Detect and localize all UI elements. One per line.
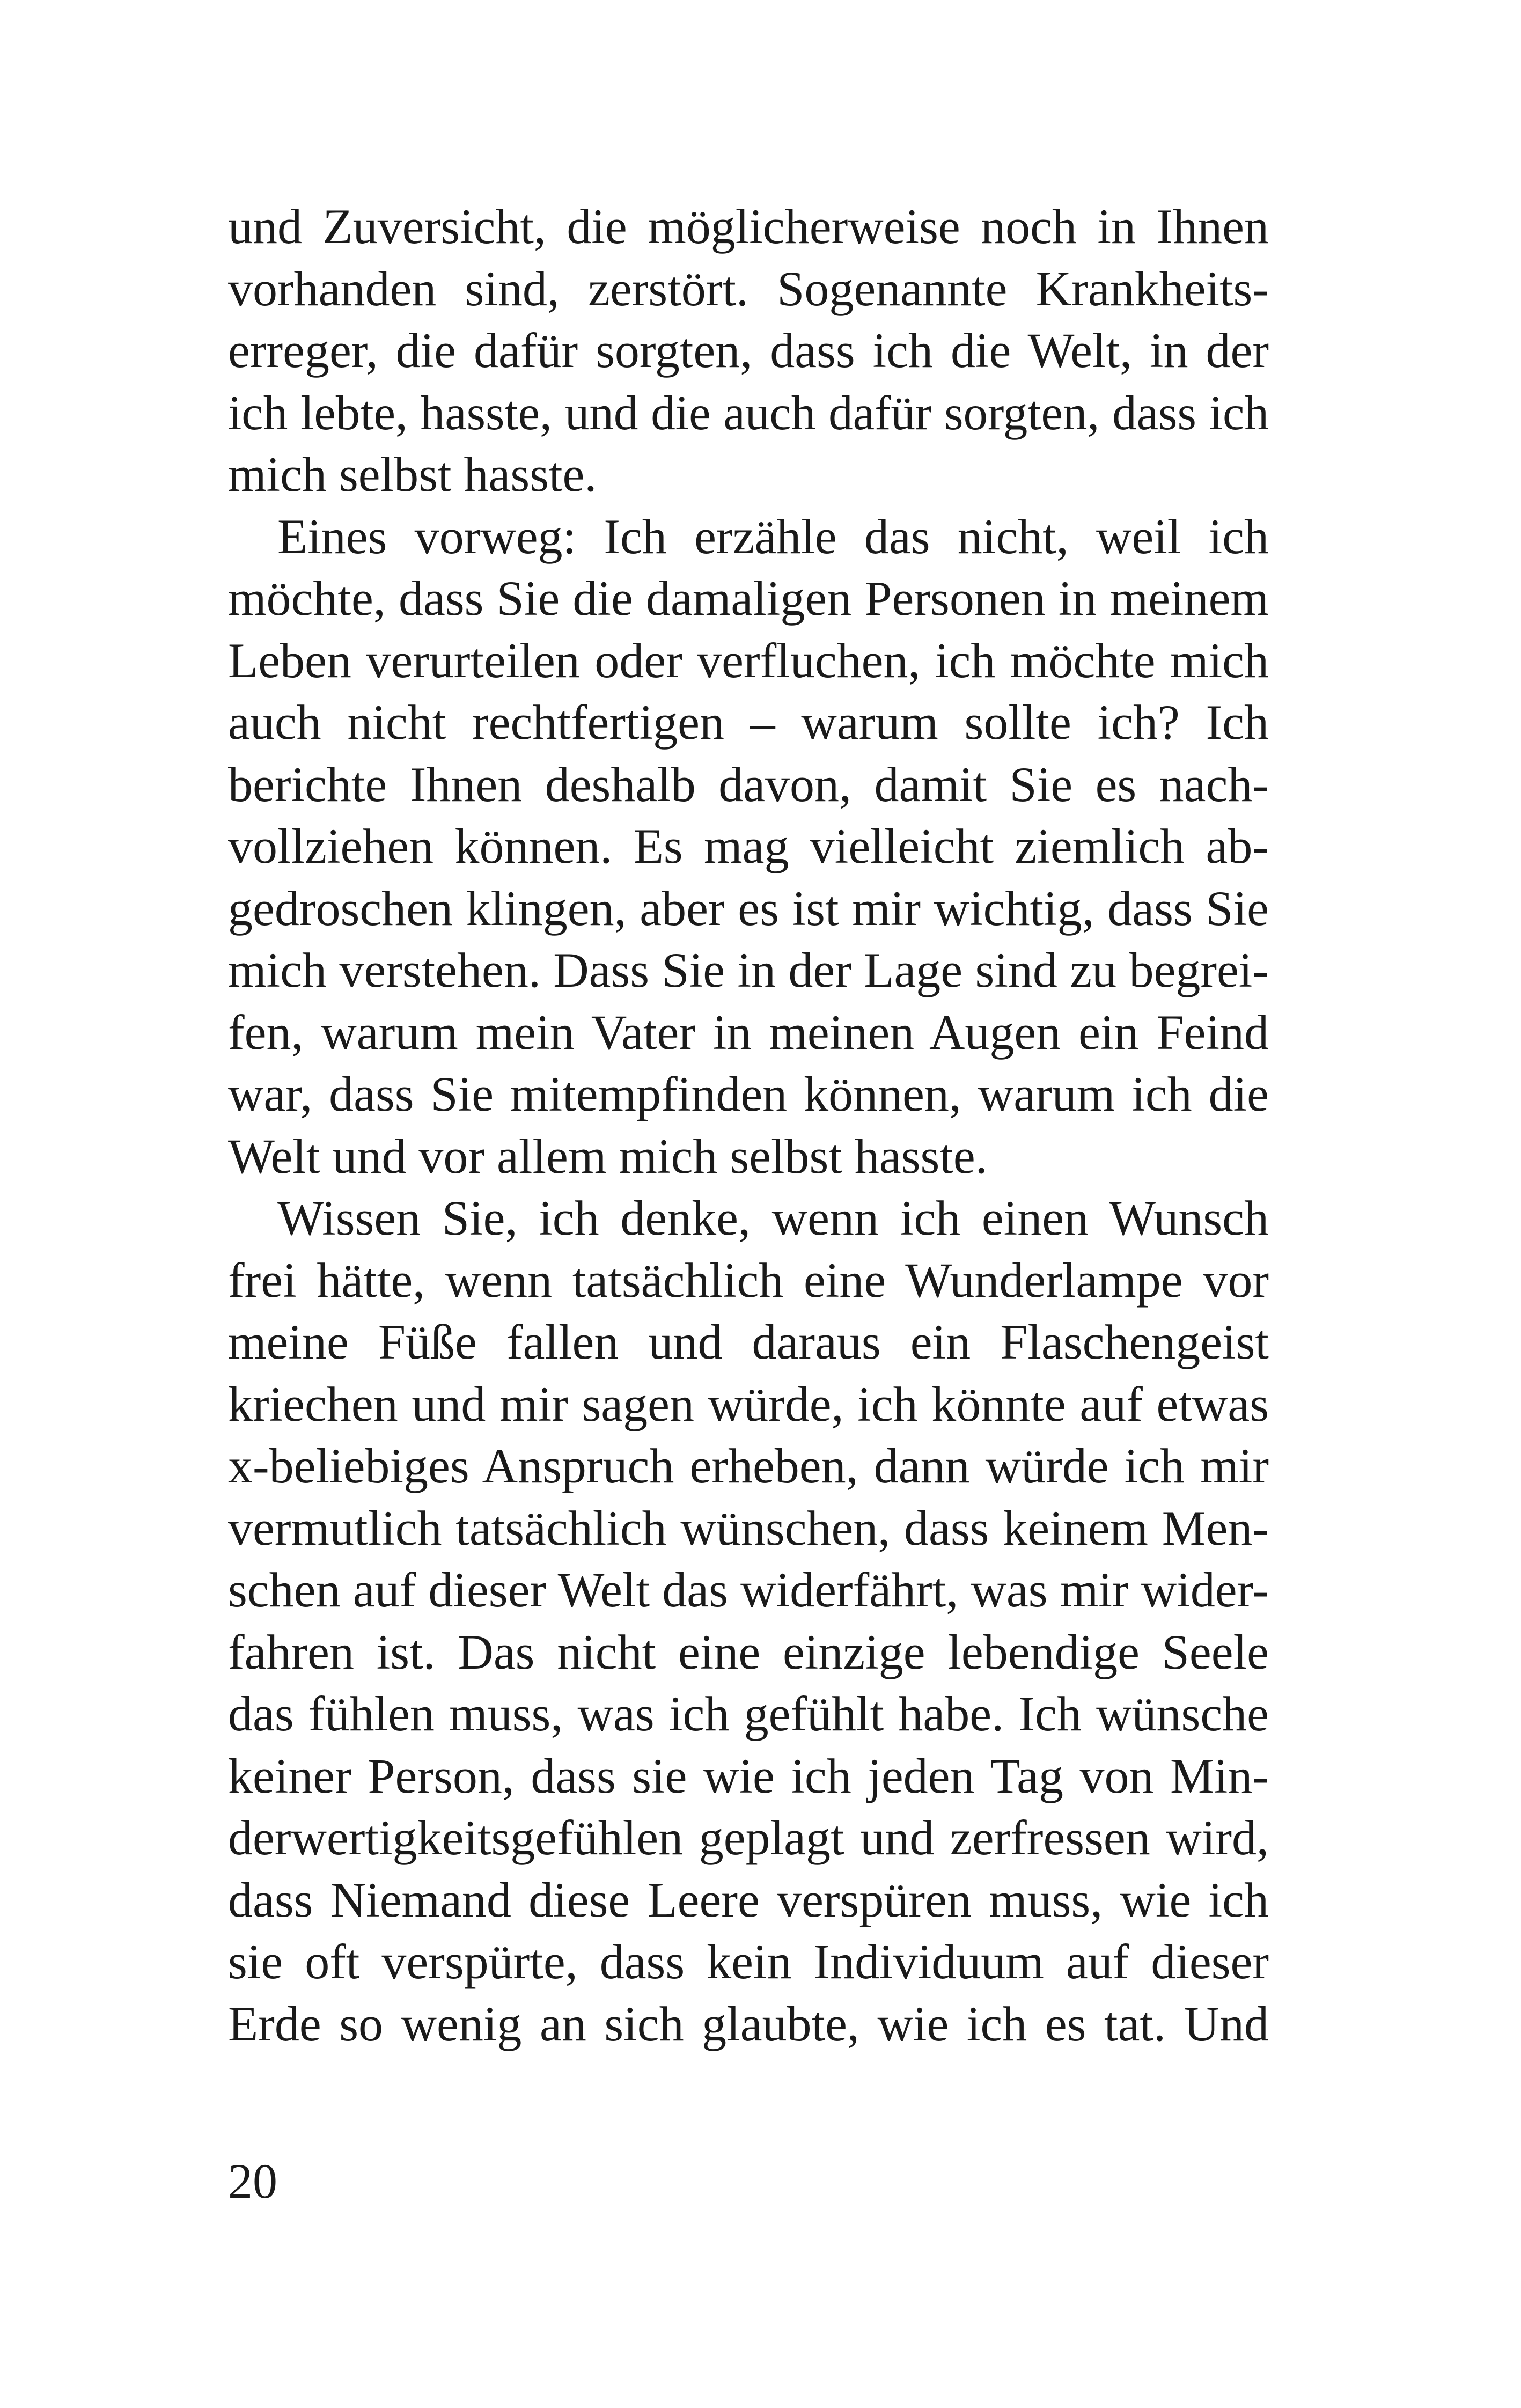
body-text: [228, 196, 1269, 2055]
text-line: vermutlich tatsächlich wünschen, dass keinem Men-: [228, 1500, 1269, 1555]
text-line: erreger, die dafür sorgten, dass ich die Welt, in der: [228, 323, 1269, 378]
text-line: mich selbst hasste.: [228, 447, 597, 502]
paragraph-2: [228, 506, 1269, 1188]
paragraph-1: [228, 196, 1269, 506]
text-line: und Zuversicht, die möglicherweise noch in Ihnen: [228, 199, 1269, 254]
text-line: fen, warum mein Vater in meinen Augen ein Feind: [228, 1004, 1269, 1060]
text-line: meine Füße fallen und daraus ein Flaschengeist: [228, 1315, 1269, 1369]
text-line: war, dass Sie mitempfinden können, warum ich die: [228, 1067, 1269, 1121]
text-line: vorhanden sind, zerstört. Sogenannte Krankheits-: [228, 261, 1269, 316]
text-line: das fühlen muss, was ich gefühlt habe. Ich wünsche: [228, 1686, 1269, 1741]
text-line: Eines vorweg: Ich erzähle das nicht, weil ich: [277, 509, 1269, 564]
text-line: x-beliebiges Anspruch erheben, dann würde ich mir: [228, 1438, 1269, 1493]
text-line: Leben verurteilen oder verfluchen, ich möchte mich: [228, 633, 1269, 688]
text-line: auch nicht rechtfertigen – warum sollte ich? Ich: [228, 695, 1269, 750]
text-line: derwertigkeitsgefühlen geplagt und zerfressen wird,: [228, 1810, 1269, 1865]
text-line: gedroschen klingen, aber es ist mir wichtig, dass Sie: [228, 880, 1269, 936]
text-line: berichte Ihnen deshalb davon, damit Sie es nach-: [228, 757, 1269, 812]
text-line: dass Niemand diese Leere verspüren muss, wie ich: [228, 1872, 1269, 1927]
text-line: möchte, dass Sie die damaligen Personen in meinem: [228, 571, 1269, 626]
paragraph-3: [228, 1187, 1269, 2055]
text-line: sie oft verspürte, dass kein Individuum auf dieser: [228, 1934, 1269, 1989]
text-line: schen auf dieser Welt das widerfährt, was mir wider-: [228, 1562, 1269, 1617]
text-line: Welt und vor allem mich selbst hasste.: [228, 1128, 988, 1184]
text-line: keiner Person, dass sie wie ich jeden Tag von Min-: [228, 1748, 1269, 1803]
text-line: kriechen und mir sagen würde, ich könnte auf etwas: [228, 1376, 1269, 1431]
text-line: mich verstehen. Dass Sie in der Lage sind zu begrei-: [228, 943, 1269, 997]
text-line: Wissen Sie, ich denke, wenn ich einen Wunsch: [277, 1191, 1269, 1245]
page-number: 20: [228, 2154, 277, 2208]
text-line: vollziehen können. Es mag vielleicht ziemlich ab-: [228, 819, 1269, 873]
text-line: Erde so wenig an sich glaubte, wie ich es tat. Und: [228, 1996, 1269, 2051]
text-line: fahren ist. Das nicht eine einzige lebendige Seele: [228, 1624, 1269, 1679]
text-line: frei hätte, wenn tatsächlich eine Wunderlampe vor: [228, 1252, 1269, 1308]
text-line: ich lebte, hasste, und die auch dafür sorgten, dass ich: [228, 385, 1269, 440]
